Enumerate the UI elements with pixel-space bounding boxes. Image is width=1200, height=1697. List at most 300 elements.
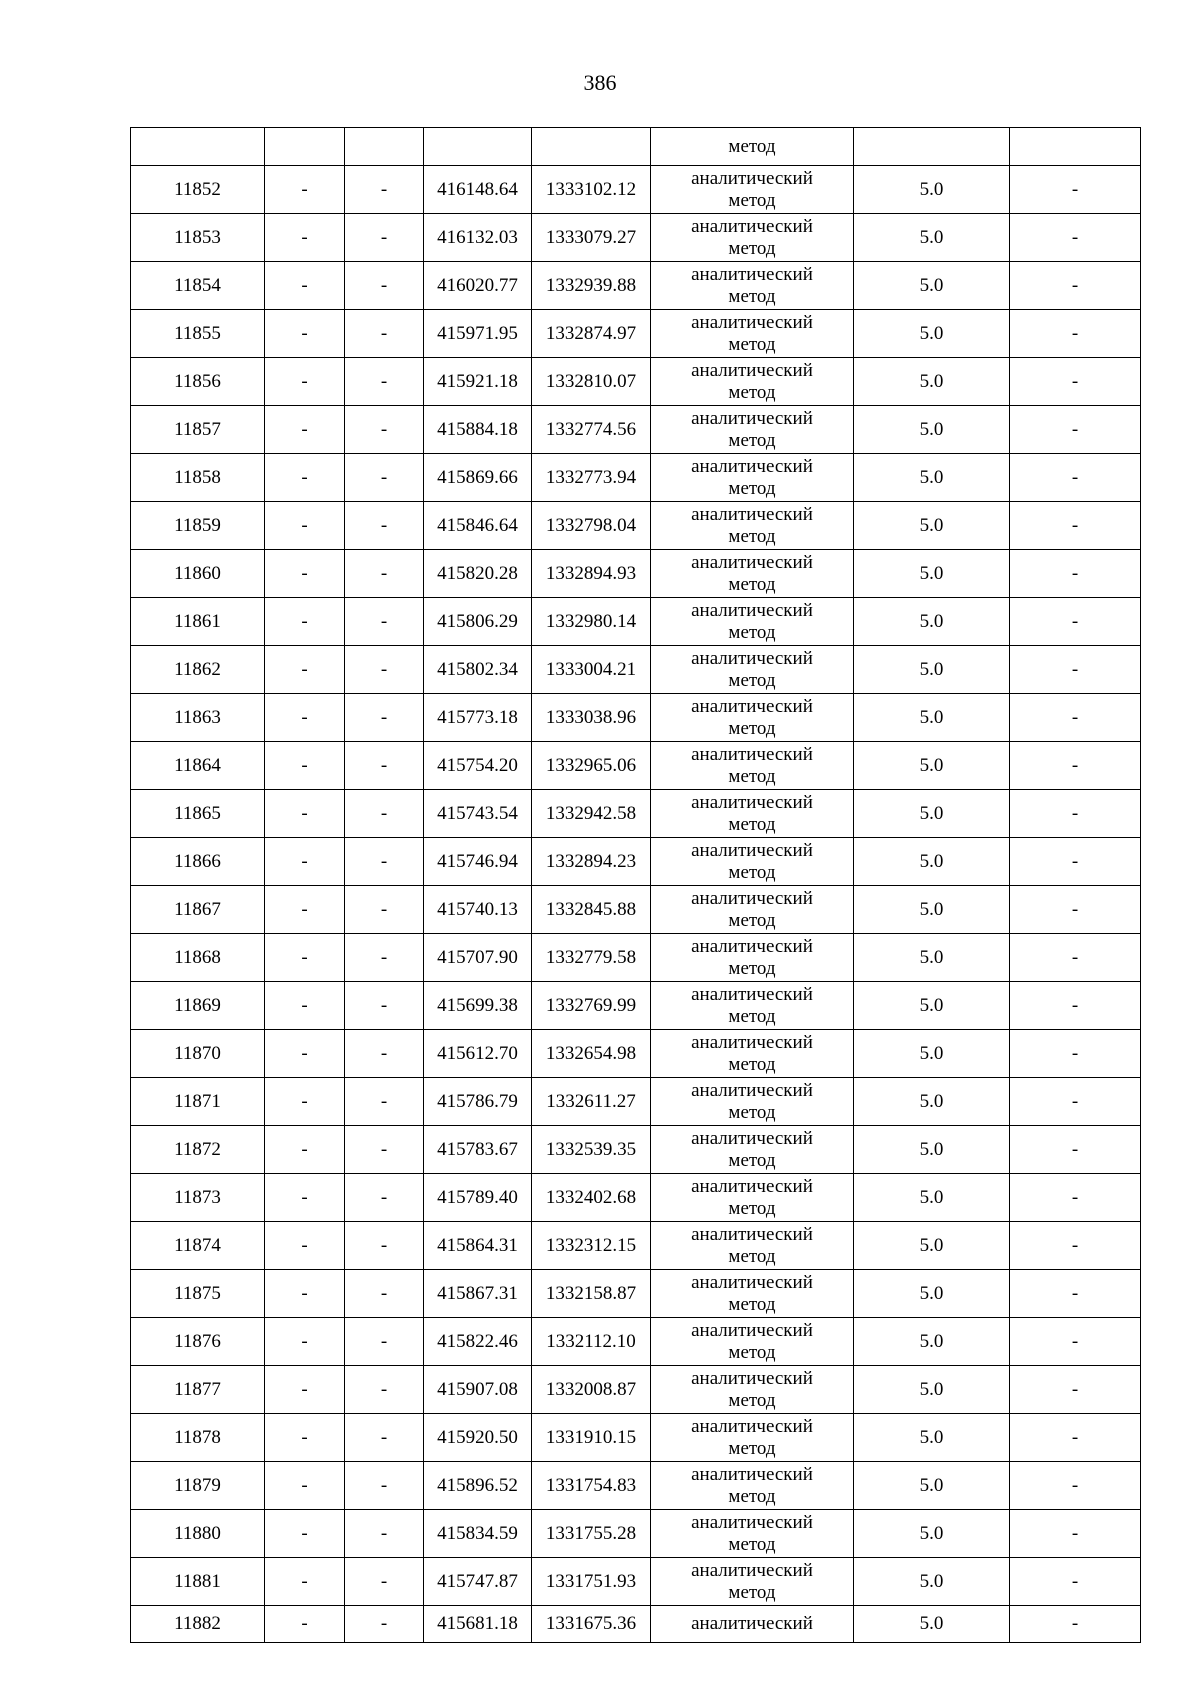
method-cell [651,358,854,406]
point-number-cell: 11857 [131,406,265,454]
accuracy-cell: 5.0 [854,598,1010,646]
table-row [131,1078,1141,1126]
table-row [131,790,1141,838]
table-row [131,1414,1141,1462]
point-number-cell: 11879 [131,1462,265,1510]
method-cell [651,550,854,598]
accuracy-cell: 5.0 [854,1510,1010,1558]
y-coordinate-cell: 1333038.96 [532,694,651,742]
accuracy-cell: 5.0 [854,1606,1010,1643]
method-line-2: метод [728,237,776,259]
table-row [131,454,1141,502]
accuracy-cell: 5.0 [854,550,1010,598]
y-coordinate-cell: 1332774.56 [532,406,651,454]
method-line-1: аналитический [691,1127,813,1149]
method-cell [651,1030,854,1078]
method-cell [651,838,854,886]
y-coordinate-cell: 1331755.28 [532,1510,651,1558]
x-coordinate-cell: 415846.64 [424,502,532,550]
method-cell [651,886,854,934]
x-coordinate-cell: 415920.50 [424,1414,532,1462]
table-row [131,262,1141,310]
method-line-1: аналитический [691,311,813,333]
dash-cell: - [345,646,424,694]
method-cell [651,982,854,1030]
y-coordinate-cell: 1332402.68 [532,1174,651,1222]
x-coordinate-cell: 415921.18 [424,358,532,406]
accuracy-cell: 5.0 [854,982,1010,1030]
method-line-1: аналитический [691,935,813,957]
table-row [131,646,1141,694]
dash-cell: - [265,1414,345,1462]
table-row [131,886,1141,934]
point-number-cell: 11865 [131,790,265,838]
dash-cell: - [1010,1270,1141,1318]
method-line-1: аналитический [691,1367,813,1389]
y-coordinate-cell: 1331675.36 [532,1606,651,1643]
point-number-cell: 11872 [131,1126,265,1174]
point-number-cell: 11874 [131,1222,265,1270]
accuracy-cell: 5.0 [854,1270,1010,1318]
x-coordinate-cell: 415820.28 [424,550,532,598]
x-coordinate-cell: 415884.18 [424,406,532,454]
point-number-cell: 11860 [131,550,265,598]
method-line-2: метод [728,1533,776,1555]
accuracy-cell: 5.0 [854,838,1010,886]
dash-cell: - [345,1558,424,1606]
dash-cell: - [345,262,424,310]
y-coordinate-cell: 1332845.88 [532,886,651,934]
method-line-1: аналитический [691,359,813,381]
y-coordinate-cell: 1332112.10 [532,1318,651,1366]
dash-cell: - [1010,406,1141,454]
y-coordinate-cell: 1332779.58 [532,934,651,982]
dash-cell: - [345,502,424,550]
accuracy-cell: 5.0 [854,646,1010,694]
dash-cell: - [345,1174,424,1222]
point-number-cell: 11861 [131,598,265,646]
method-cell [651,1270,854,1318]
table-row [131,1270,1141,1318]
method-cell [651,646,854,694]
dash-cell: - [265,742,345,790]
method-cell [651,1558,854,1606]
method-cell [651,214,854,262]
method-line-1: аналитический [691,215,813,237]
method-line-1: аналитический [691,839,813,861]
table-row [131,742,1141,790]
method-cell [651,790,854,838]
table-row [131,694,1141,742]
dash-cell: - [265,1174,345,1222]
dash-cell: - [265,1078,345,1126]
x-coordinate-cell: 415834.59 [424,1510,532,1558]
method-line-2: метод [728,1053,776,1075]
method-line-1: аналитический [691,167,813,189]
point-number-cell: 11878 [131,1414,265,1462]
y-coordinate-cell: 1332894.93 [532,550,651,598]
method-line-2: метод [728,909,776,931]
dash-cell: - [1010,886,1141,934]
y-coordinate-cell: 1332312.15 [532,1222,651,1270]
dash-cell: - [1010,1510,1141,1558]
table-row [131,1318,1141,1366]
table-row [131,982,1141,1030]
dash-cell: - [1010,310,1141,358]
y-coordinate-cell: 1333004.21 [532,646,651,694]
accuracy-cell: 5.0 [854,1558,1010,1606]
dash-cell: - [1010,1366,1141,1414]
x-coordinate-cell: 415869.66 [424,454,532,502]
method-cell [651,934,854,982]
method-line-2: метод [728,1437,776,1459]
x-coordinate-cell: 415783.67 [424,1126,532,1174]
point-number-cell: 11875 [131,1270,265,1318]
method-line-2: метод [728,429,776,451]
method-line-1: аналитический [691,503,813,525]
x-coordinate-cell: 415743.54 [424,790,532,838]
method-line-2: метод [728,1101,776,1123]
dash-cell: - [265,886,345,934]
method-cell [651,742,854,790]
method-line-2: метод [728,717,776,739]
accuracy-cell: 5.0 [854,1222,1010,1270]
dash-cell: - [345,1414,424,1462]
x-coordinate-cell: 415707.90 [424,934,532,982]
dash-cell: - [1010,1030,1141,1078]
dash-cell: - [345,694,424,742]
method-line-1: аналитический [691,647,813,669]
method-cell [651,166,854,214]
method-line-2: метод [728,669,776,691]
accuracy-cell: 5.0 [854,1414,1010,1462]
method-line-1: аналитический [691,743,813,765]
dash-cell: - [345,1510,424,1558]
method-cell [651,454,854,502]
dash-cell: - [345,1462,424,1510]
dash-cell: - [265,1558,345,1606]
x-coordinate-cell: 415786.79 [424,1078,532,1126]
x-coordinate-cell: 415746.94 [424,838,532,886]
dash-cell: - [1010,646,1141,694]
method-cell [651,598,854,646]
point-number-cell: 11881 [131,1558,265,1606]
table-cell [265,128,345,166]
table-row [131,406,1141,454]
y-coordinate-cell: 1332894.23 [532,838,651,886]
x-coordinate-cell: 415806.29 [424,598,532,646]
table-cell [131,128,265,166]
dash-cell: - [265,1606,345,1643]
x-coordinate-cell: 415789.40 [424,1174,532,1222]
method-cell [651,1318,854,1366]
point-number-cell: 11853 [131,214,265,262]
dash-cell: - [345,886,424,934]
dash-cell: - [265,310,345,358]
method-line-1: аналитический [691,1415,813,1437]
x-coordinate-cell: 415740.13 [424,886,532,934]
dash-cell: - [265,982,345,1030]
x-coordinate-cell: 415612.70 [424,1030,532,1078]
table-row [131,166,1141,214]
point-number-cell: 11855 [131,310,265,358]
accuracy-cell: 5.0 [854,694,1010,742]
dash-cell: - [1010,454,1141,502]
point-number-cell: 11873 [131,1174,265,1222]
point-number-cell: 11870 [131,1030,265,1078]
x-coordinate-cell: 415896.52 [424,1462,532,1510]
method-line-1: аналитический [691,1271,813,1293]
accuracy-cell: 5.0 [854,1318,1010,1366]
dash-cell: - [265,262,345,310]
x-coordinate-cell: 416020.77 [424,262,532,310]
dash-cell: - [1010,838,1141,886]
method-line-2: метод [728,1149,776,1171]
x-coordinate-cell: 415867.31 [424,1270,532,1318]
method-line-2: метод [728,813,776,835]
method-line-1: аналитический [691,791,813,813]
x-coordinate-cell: 415681.18 [424,1606,532,1643]
dash-cell: - [1010,1558,1141,1606]
table-row [131,838,1141,886]
method-line-1: аналитический [691,1223,813,1245]
dash-cell: - [265,598,345,646]
method-cell [651,1462,854,1510]
table-row [131,550,1141,598]
dash-cell: - [1010,742,1141,790]
dash-cell: - [1010,214,1141,262]
accuracy-cell: 5.0 [854,742,1010,790]
method-cell [651,1078,854,1126]
method-line-2: метод [728,1005,776,1027]
dash-cell: - [265,502,345,550]
method-line-2: метод [728,1245,776,1267]
dash-cell: - [345,742,424,790]
y-coordinate-cell: 1332874.97 [532,310,651,358]
dash-cell: - [265,1270,345,1318]
y-coordinate-cell: 1332008.87 [532,1366,651,1414]
dash-cell: - [265,1462,345,1510]
method-cell [651,406,854,454]
dash-cell: - [345,838,424,886]
point-number-cell: 11859 [131,502,265,550]
accuracy-cell: 5.0 [854,214,1010,262]
table-cell [1010,128,1141,166]
y-coordinate-cell: 1332810.07 [532,358,651,406]
dash-cell: - [1010,1174,1141,1222]
dash-cell: - [265,214,345,262]
method-cell [651,1510,854,1558]
accuracy-cell: 5.0 [854,886,1010,934]
dash-cell: - [1010,262,1141,310]
dash-cell: - [265,1126,345,1174]
dash-cell: - [345,214,424,262]
point-number-cell: 11852 [131,166,265,214]
accuracy-cell: 5.0 [854,1126,1010,1174]
method-line-1: аналитический [691,1559,813,1581]
dash-cell: - [265,454,345,502]
method-line-2: метод [728,621,776,643]
method-line-1: аналитический [691,263,813,285]
method-line-2: метод [728,525,776,547]
method-cell [651,1222,854,1270]
method-cell [651,1126,854,1174]
x-coordinate-cell: 416148.64 [424,166,532,214]
point-number-cell: 11854 [131,262,265,310]
x-coordinate-cell: 415907.08 [424,1366,532,1414]
dash-cell: - [345,790,424,838]
page-number: 386 [583,70,617,95]
dash-cell: - [345,550,424,598]
method-line-1: аналитический [691,1079,813,1101]
dash-cell: - [345,982,424,1030]
point-number-cell: 11882 [131,1606,265,1643]
x-coordinate-cell: 416132.03 [424,214,532,262]
x-coordinate-cell: 415864.31 [424,1222,532,1270]
method-line-1: аналитический [691,1319,813,1341]
dash-cell: - [345,166,424,214]
x-coordinate-cell: 415747.87 [424,1558,532,1606]
method-line-1: аналитический [691,1511,813,1533]
table-row [131,1174,1141,1222]
method-line-1: аналитический [691,695,813,717]
table-row [131,214,1141,262]
method-line-2: метод [728,573,776,595]
table-row [131,1222,1141,1270]
method-cell [651,310,854,358]
accuracy-cell: 5.0 [854,310,1010,358]
y-coordinate-cell: 1332769.99 [532,982,651,1030]
y-coordinate-cell: 1332965.06 [532,742,651,790]
method-line-2: метод [728,957,776,979]
accuracy-cell: 5.0 [854,262,1010,310]
method-line-1: аналитический [691,887,813,909]
dash-cell: - [265,166,345,214]
point-number-cell: 11871 [131,1078,265,1126]
method-line-2: метод [728,189,776,211]
dash-cell: - [345,1318,424,1366]
dash-cell: - [1010,550,1141,598]
y-coordinate-cell: 1332611.27 [532,1078,651,1126]
method-line-2: метод [728,333,776,355]
dash-cell: - [1010,934,1141,982]
method-line-2: метод [728,1389,776,1411]
x-coordinate-cell: 415971.95 [424,310,532,358]
y-coordinate-cell: 1332654.98 [532,1030,651,1078]
method-cell [651,1366,854,1414]
y-coordinate-cell: 1332798.04 [532,502,651,550]
x-coordinate-cell: 415754.20 [424,742,532,790]
x-coordinate-cell: 415822.46 [424,1318,532,1366]
dash-cell: - [1010,790,1141,838]
method-line-2: метод [728,1293,776,1315]
method-line-2: метод [728,1581,776,1603]
dash-cell: - [1010,982,1141,1030]
method-line-2: метод [728,1197,776,1219]
dash-cell: - [1010,502,1141,550]
y-coordinate-cell: 1332158.87 [532,1270,651,1318]
accuracy-cell: 5.0 [854,358,1010,406]
dash-cell: - [265,1318,345,1366]
dash-cell: - [345,934,424,982]
y-coordinate-cell: 1331751.93 [532,1558,651,1606]
dash-cell: - [1010,1462,1141,1510]
point-number-cell: 11858 [131,454,265,502]
accuracy-cell: 5.0 [854,790,1010,838]
dash-cell: - [345,454,424,502]
method-cell [651,262,854,310]
y-coordinate-cell: 1332980.14 [532,598,651,646]
point-number-cell: 11868 [131,934,265,982]
dash-cell: - [345,310,424,358]
table-cell [854,128,1010,166]
point-number-cell: 11876 [131,1318,265,1366]
dash-cell: - [265,550,345,598]
continuation-row [131,128,1141,166]
table-row [131,1558,1141,1606]
accuracy-cell: 5.0 [854,1462,1010,1510]
x-coordinate-cell: 415802.34 [424,646,532,694]
point-number-cell: 11863 [131,694,265,742]
table-row [131,1510,1141,1558]
dash-cell: - [265,694,345,742]
accuracy-cell: 5.0 [854,1030,1010,1078]
table-row [131,310,1141,358]
method-cell [651,694,854,742]
y-coordinate-cell: 1331754.83 [532,1462,651,1510]
accuracy-cell: 5.0 [854,1078,1010,1126]
dash-cell: - [265,934,345,982]
table-cell [532,128,651,166]
dash-cell: - [345,358,424,406]
y-coordinate-cell: 1332939.88 [532,262,651,310]
dash-cell: - [345,1126,424,1174]
accuracy-cell: 5.0 [854,934,1010,982]
dash-cell: - [265,646,345,694]
method-cell [651,1174,854,1222]
method-line-1: аналитический [691,599,813,621]
dash-cell: - [1010,1126,1141,1174]
table-cell [345,128,424,166]
y-coordinate-cell: 1333079.27 [532,214,651,262]
accuracy-cell: 5.0 [854,1366,1010,1414]
method-line-2: метод [728,1485,776,1507]
dash-cell: - [1010,1078,1141,1126]
dash-cell: - [1010,1222,1141,1270]
dash-cell: - [345,1366,424,1414]
dash-cell: - [1010,166,1141,214]
point-number-cell: 11880 [131,1510,265,1558]
dash-cell: - [345,1270,424,1318]
method-line-2: метод [728,861,776,883]
dash-cell: - [265,406,345,454]
y-coordinate-cell: 1332539.35 [532,1126,651,1174]
method-line-2: метод [728,477,776,499]
dash-cell: - [345,1606,424,1643]
dash-cell: - [1010,1318,1141,1366]
y-coordinate-cell: 1332942.58 [532,790,651,838]
dash-cell: - [1010,598,1141,646]
point-number-cell: 11862 [131,646,265,694]
dash-cell: - [345,1030,424,1078]
point-number-cell: 11856 [131,358,265,406]
dash-cell: - [345,406,424,454]
dash-cell: - [265,1222,345,1270]
point-number-cell: 11867 [131,886,265,934]
accuracy-cell: 5.0 [854,502,1010,550]
method-line-1: аналитический [691,455,813,477]
dash-cell: - [265,838,345,886]
